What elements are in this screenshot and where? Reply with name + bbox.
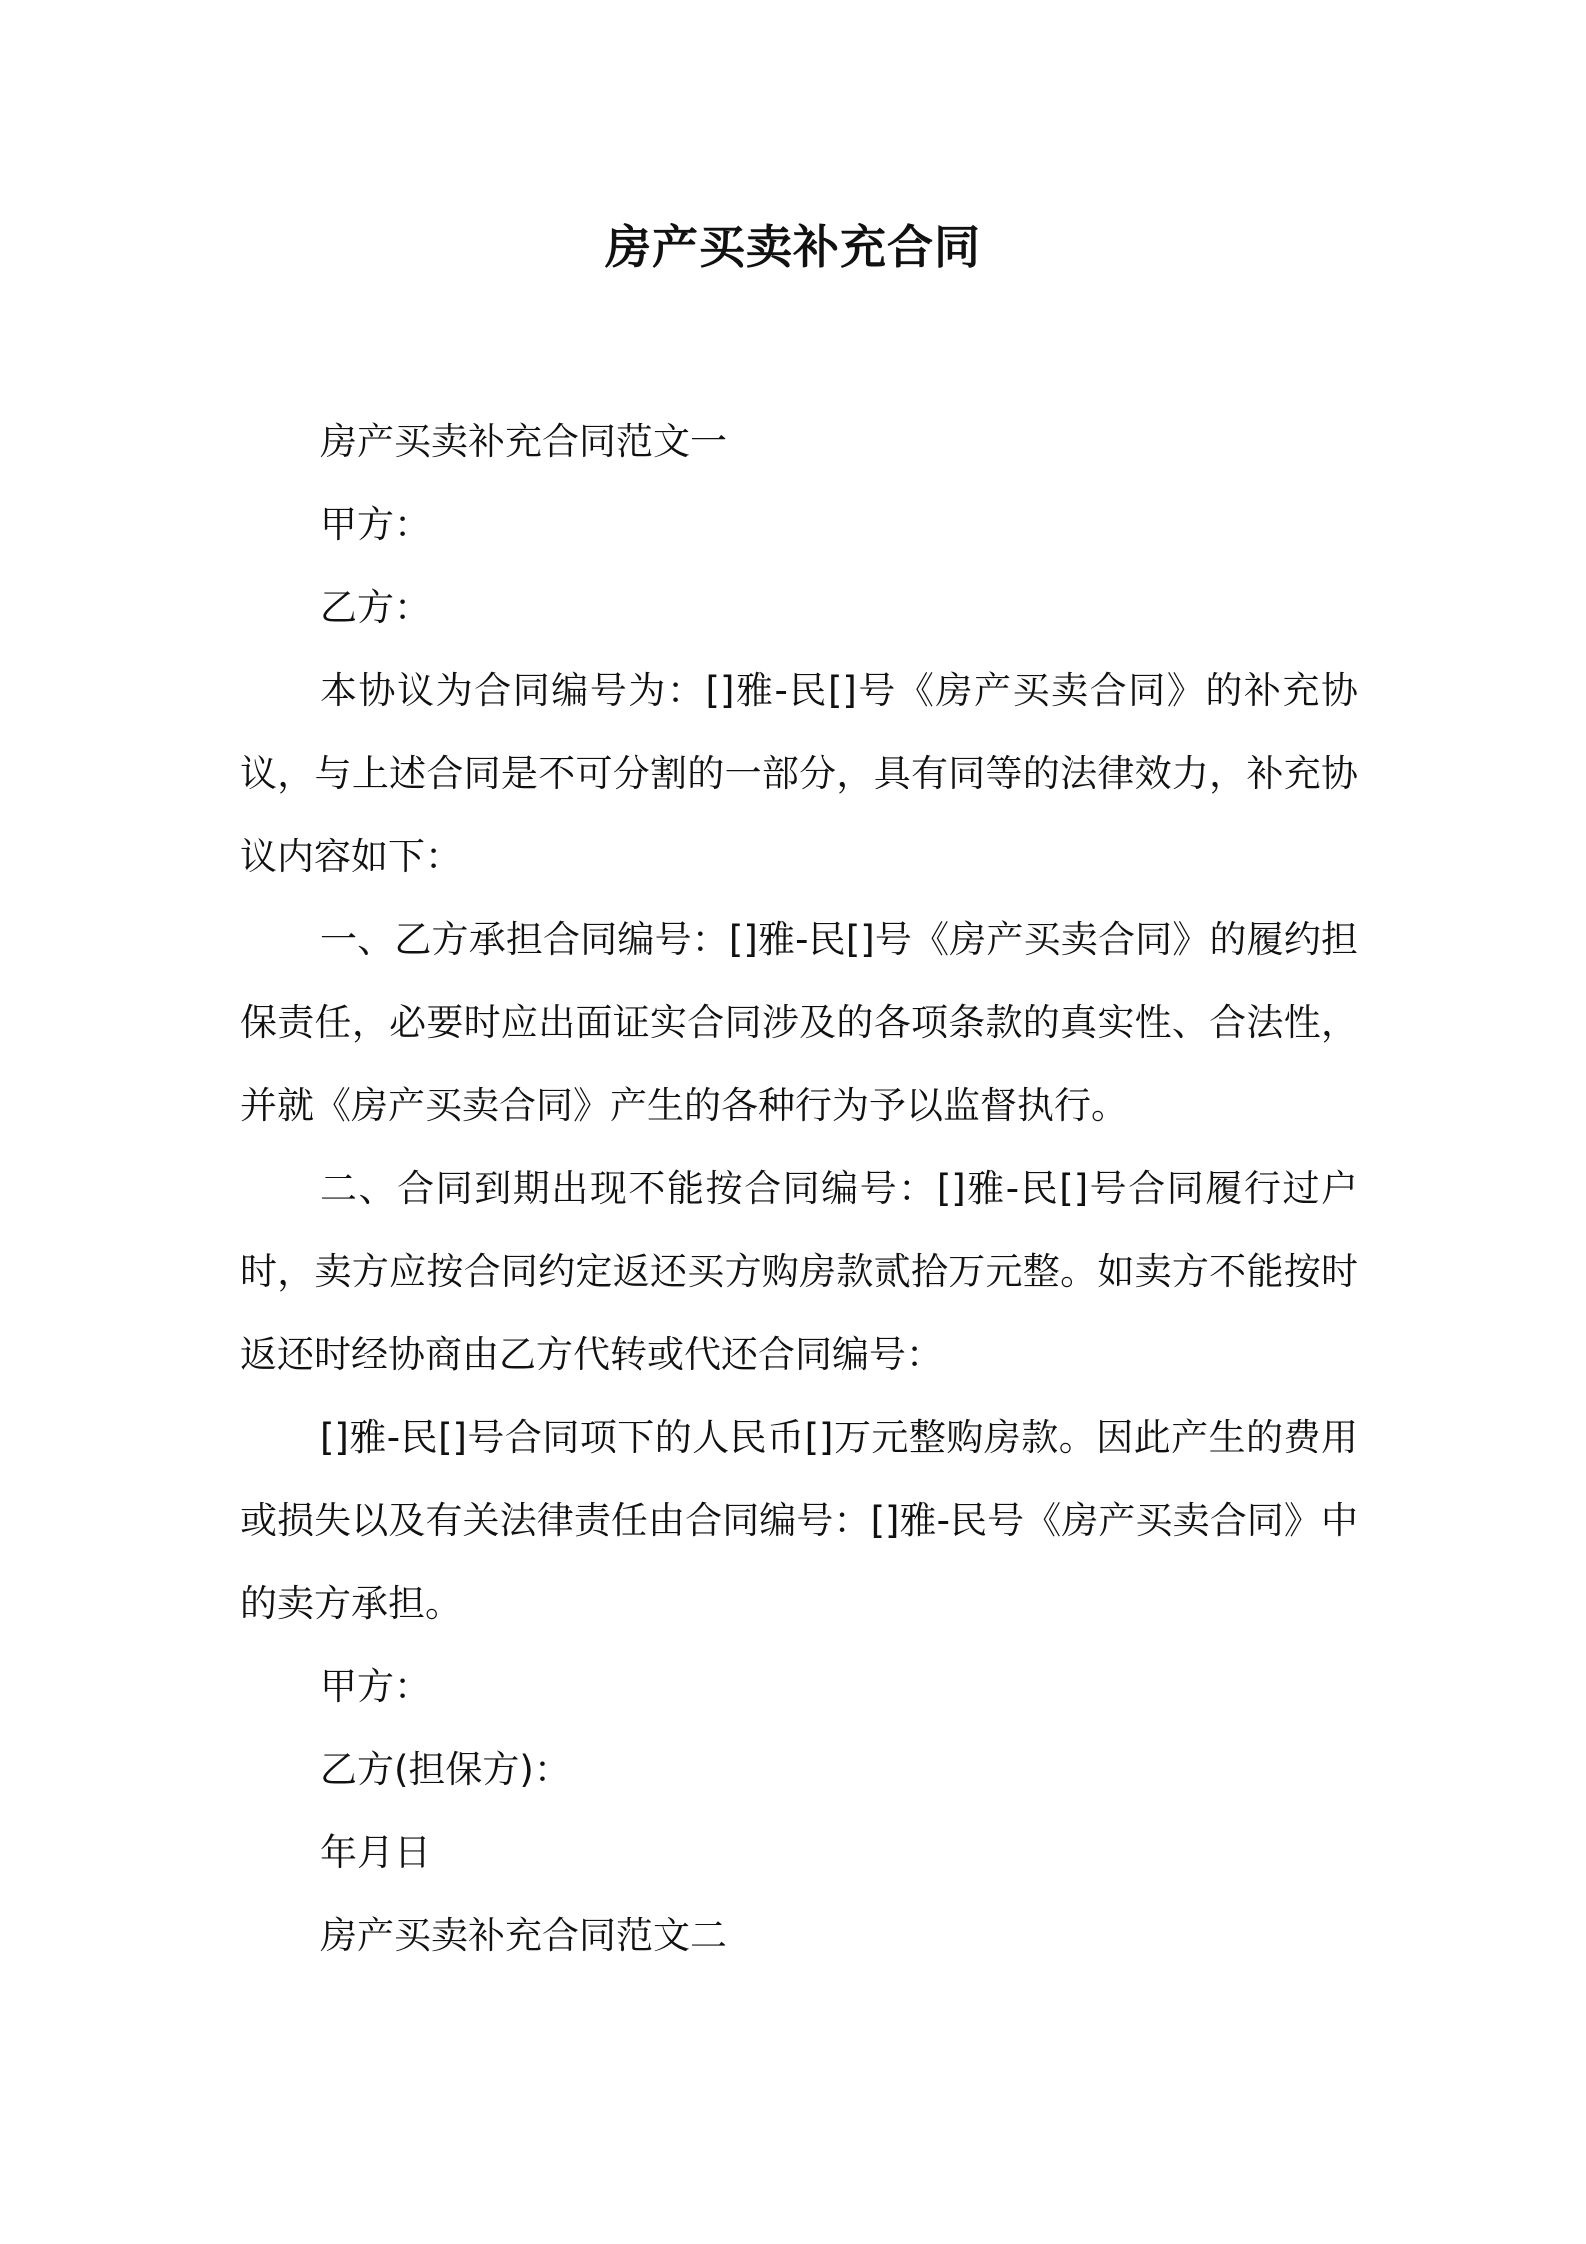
party-b-line: 乙方： [320, 586, 431, 629]
clause-two-paragraph: 二、合同到期出现不能按合同编号：[]雅-民[]号合同履行过户时，卖方应按合同约定返还买方购房款贰拾万元整。如卖方不能按时返还时经协商由乙方代转或代还合同编号： [240, 1167, 1358, 1376]
clause-two-continuation: []雅-民[]号合同项下的人民币[]万元整购房款。因此产生的费用或损失以及有关法律责任由合同编号：[]雅-民号《房产买卖合同》中的卖方承担。 [240, 1416, 1358, 1625]
sample-two-heading: 房产买卖补充合同范文二 [320, 1914, 727, 1957]
intro-paragraph: 本协议为合同编号为：[]雅-民[]号《房产买卖合同》的补充协议，与上述合同是不可分割的一部分，具有同等的法律效力，补充协议内容如下： [240, 669, 1358, 878]
signature-party-a: 甲方： [320, 1665, 431, 1708]
document-title: 房产买卖补充合同 [605, 220, 981, 274]
signature-party-b: 乙方(担保方)： [320, 1748, 571, 1791]
date-line: 年月日 [320, 1831, 431, 1874]
clause-one-paragraph: 一、乙方承担合同编号：[]雅-民[]号《房产买卖合同》的履约担保责任，必要时应出面证实合同涉及的各项条款的真实性、合法性，并就《房产买卖合同》产生的各种行为予以监督执行。 [240, 918, 1358, 1127]
sample-one-heading: 房产买卖补充合同范文一 [320, 420, 727, 463]
party-a-line: 甲方： [320, 503, 431, 546]
document-body [240, 400, 1358, 1977]
